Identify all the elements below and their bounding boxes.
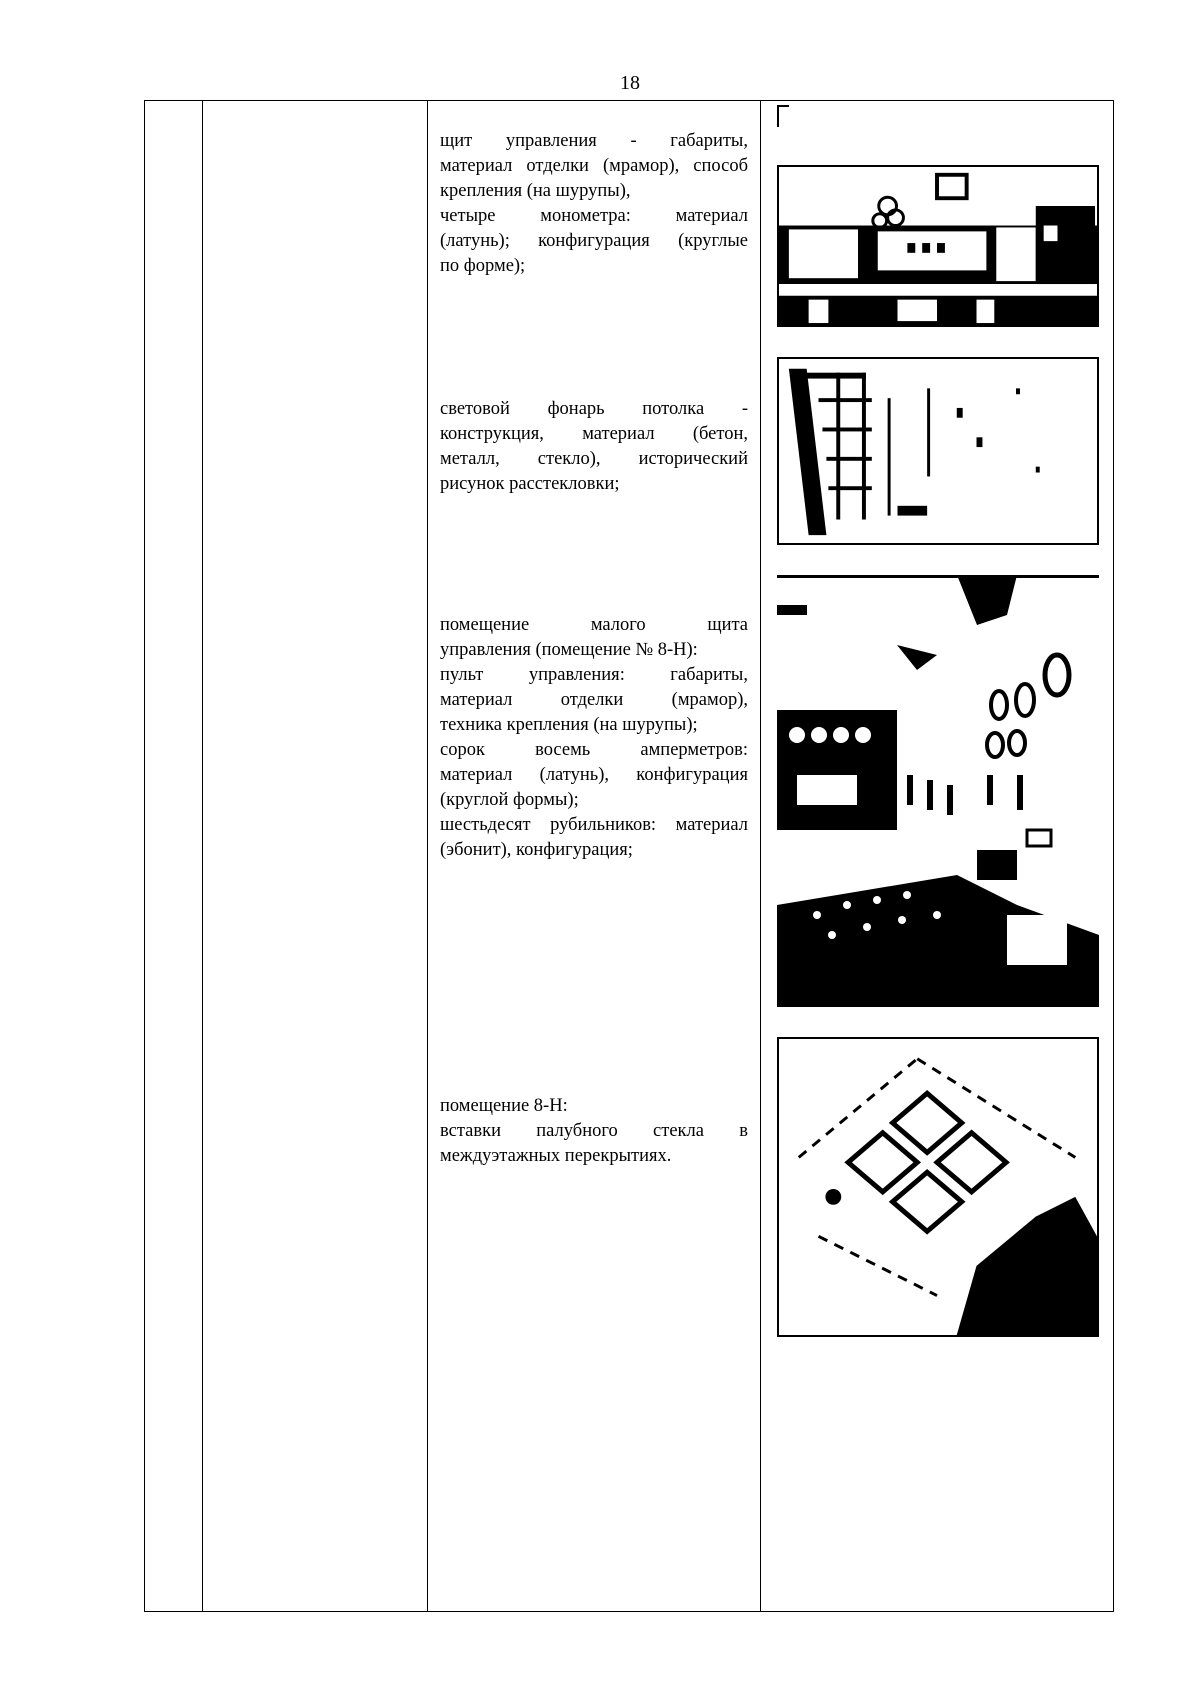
description-line: помещение малого щита bbox=[440, 615, 748, 635]
description-line: металл, стекло), исторический bbox=[440, 449, 748, 469]
description-line: материал (латунь), конфигурация bbox=[440, 765, 748, 785]
description-line: световой фонарь потолка - bbox=[440, 399, 748, 419]
description-item bbox=[440, 397, 748, 497]
description-line: материал отделки (мрамор), способ bbox=[440, 156, 748, 176]
description-line: шестьдесят рубильников: материал bbox=[440, 815, 748, 835]
photo-cell bbox=[761, 101, 1114, 1612]
small-control-room-photo bbox=[777, 575, 1099, 1007]
description-line: (латунь); конфигурация (круглые bbox=[440, 231, 748, 251]
description-line: (круглой формы); bbox=[440, 790, 579, 810]
description-line: по форме); bbox=[440, 256, 526, 276]
description-line: щит управления - габариты, bbox=[440, 131, 748, 151]
corner-mark bbox=[777, 105, 789, 127]
description-item bbox=[440, 613, 748, 863]
description-line: крепления (на шурупы), bbox=[440, 181, 631, 201]
control-panel-photo bbox=[777, 165, 1099, 327]
description-line: сорок восемь амперметров: bbox=[440, 740, 748, 760]
description-line: материал отделки (мрамор), bbox=[440, 690, 748, 710]
description-line: четыре монометра: материал bbox=[440, 206, 748, 226]
description-item bbox=[440, 129, 748, 279]
column-number-cell bbox=[145, 101, 203, 1612]
deck-glass-photo bbox=[777, 1037, 1099, 1337]
description-line: помещение 8-Н: bbox=[440, 1096, 568, 1116]
description-line: рисунок расстекловки; bbox=[440, 474, 620, 494]
description-item bbox=[440, 1094, 748, 1169]
description-line: техника крепления (на шурупы); bbox=[440, 715, 698, 735]
column-name-cell bbox=[203, 101, 428, 1612]
description-line: управления (помещение № 8-Н): bbox=[440, 640, 698, 660]
description-line: конструкция, материал (бетон, bbox=[440, 424, 748, 444]
description-cell bbox=[428, 101, 761, 1612]
description-line: пульт управления: габариты, bbox=[440, 665, 748, 685]
description-line: междуэтажных перекрытиях. bbox=[440, 1146, 672, 1166]
description-line: (эбонит), конфигурация; bbox=[440, 840, 633, 860]
page-number: 18 bbox=[620, 72, 640, 94]
skylight-photo bbox=[777, 357, 1099, 545]
object-table bbox=[144, 100, 1114, 1612]
description-line: вставки палубного стекла в bbox=[440, 1121, 748, 1141]
